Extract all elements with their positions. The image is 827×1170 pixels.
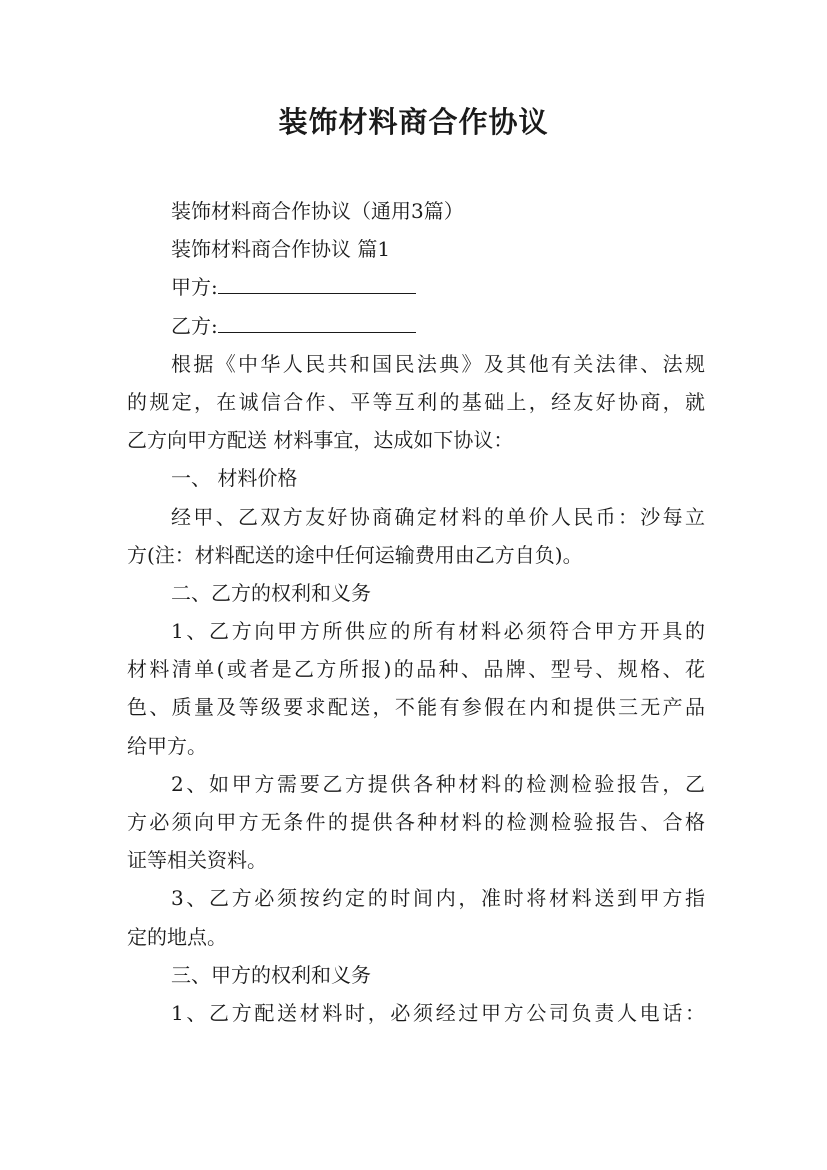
paragraph-line: 根据《中华人民共和国民法典》及其他有关法律、法规 [171, 351, 705, 376]
paragraph-line: 定的地点。 [127, 924, 227, 949]
paragraph-line: 给甲方。 [127, 733, 207, 758]
paragraph-line: 方(注：材料配送的途中任何运输费用由乙方自负)。 [127, 542, 583, 567]
section-heading: 一、 材料价格 [171, 466, 298, 491]
paragraph-line: 色、质量及等级要求配送，不能有参假在内和提供三无产品 [127, 695, 705, 720]
party-a-blank [218, 275, 416, 294]
section-heading: 二、乙方的权利和义务 [171, 580, 371, 605]
paragraph-line: 乙方向甲方配送 材料事宜，达成如下协议： [127, 428, 514, 453]
paragraph-line: 证等相关资料。 [127, 848, 267, 873]
party-b-blank [218, 314, 416, 333]
paragraph-line: 2、如甲方需要乙方提供各种材料的检测检验报告，乙 [171, 771, 705, 796]
paragraph-line: 方必须向甲方无条件的提供各种材料的检测检验报告、合格 [127, 810, 705, 834]
part-heading: 装饰材料商合作协议 篇1 [171, 237, 391, 262]
section-heading: 三、甲方的权利和义务 [171, 962, 371, 987]
paragraph-line: 1、乙方配送材料时，必须经过甲方公司负责人电话： [171, 1000, 705, 1025]
document-title: 装饰材料商合作协议 [278, 105, 549, 139]
party-b-line [127, 307, 705, 345]
party-a-label: 甲方: [171, 275, 218, 300]
paragraph-line: 材料清单(或者是乙方所报)的品种、品牌、型号、规格、花 [127, 657, 705, 682]
paragraph-line: 的规定，在诚信合作、平等互利的基础上，经友好协商，就 [127, 389, 705, 414]
party-b-label: 乙方: [171, 313, 218, 338]
document-subtitle: 装饰材料商合作协议（通用3篇） [171, 199, 464, 223]
party-a-line [127, 268, 705, 306]
paragraph-line: 经甲、乙双方友好协商确定材料的单价人民币：沙每立 [171, 504, 705, 529]
paragraph-line: 1、乙方向甲方所供应的所有材料必须符合甲方开具的 [171, 619, 705, 644]
paragraph-line: 3、乙方必须按约定的时间内，准时将材料送到甲方指 [171, 886, 705, 911]
document-body [127, 192, 705, 1032]
